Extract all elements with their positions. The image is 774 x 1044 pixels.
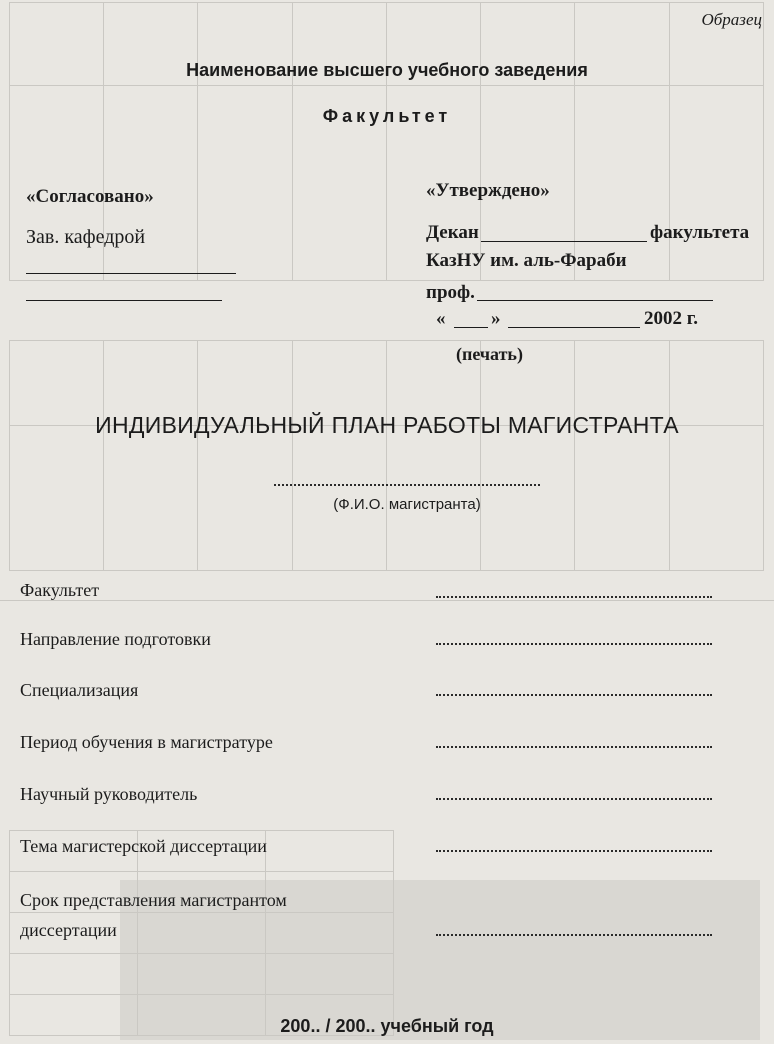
dean-prefix: Декан <box>426 222 479 243</box>
sample-label: Образец <box>701 10 762 29</box>
field-study-period-line <box>436 746 712 748</box>
date-day-line <box>454 327 488 328</box>
field-faculty-label: Факультет <box>20 580 100 600</box>
main-title: ИНДИВИДУАЛЬНЫЙ ПЛАН РАБОТЫ МАГИСТРАНТА <box>95 412 679 438</box>
field-submission-label-cont: диссертации <box>20 920 117 940</box>
field-supervisor-label: Научный руководитель <box>20 784 198 804</box>
ghost-table-middle <box>9 340 764 571</box>
field-specialization-label: Специализация <box>20 680 139 700</box>
student-name-line <box>274 484 540 486</box>
approved-title: «Утверждено» <box>426 180 550 201</box>
faculty-heading: Факультет <box>322 106 452 126</box>
field-direction-label: Направление подготовки <box>20 629 211 649</box>
field-thesis-topic-label: Тема магистерской диссертации <box>20 836 267 856</box>
field-specialization-line <box>436 694 712 696</box>
date-month-line <box>508 327 640 328</box>
agreed-title: «Согласовано» <box>26 186 154 207</box>
field-supervisor-line <box>436 798 712 800</box>
agreed-signature-line-2 <box>26 300 222 301</box>
agreed-role: Зав. кафедрой <box>26 226 146 248</box>
field-submission-line <box>436 934 712 936</box>
field-thesis-topic-line <box>436 850 712 852</box>
field-direction-line <box>436 643 712 645</box>
date-year: 2002 г. <box>644 308 698 329</box>
student-name-caption: (Ф.И.О. магистранта) <box>333 496 481 513</box>
stamp-label: (печать) <box>456 344 523 364</box>
prof-prefix: проф. <box>426 282 475 303</box>
university-name: КазНУ им. аль-Фараби <box>426 250 627 271</box>
field-study-period-label: Период обучения в магистратуре <box>20 732 273 752</box>
field-faculty-line <box>436 596 712 598</box>
institution-name: Наименование высшего учебного заведения <box>186 60 588 80</box>
dean-suffix: факультета <box>650 222 750 243</box>
agreed-signature-line-1 <box>26 273 236 274</box>
field-submission-label: Срок представления магистрантом <box>20 890 287 910</box>
date-quote-open: « <box>436 308 446 329</box>
date-quote-close: » <box>491 308 501 329</box>
prof-signature-line <box>477 300 713 301</box>
dean-name-line <box>481 241 647 242</box>
academic-year: 200.. / 200.. учебный год <box>280 1016 494 1036</box>
